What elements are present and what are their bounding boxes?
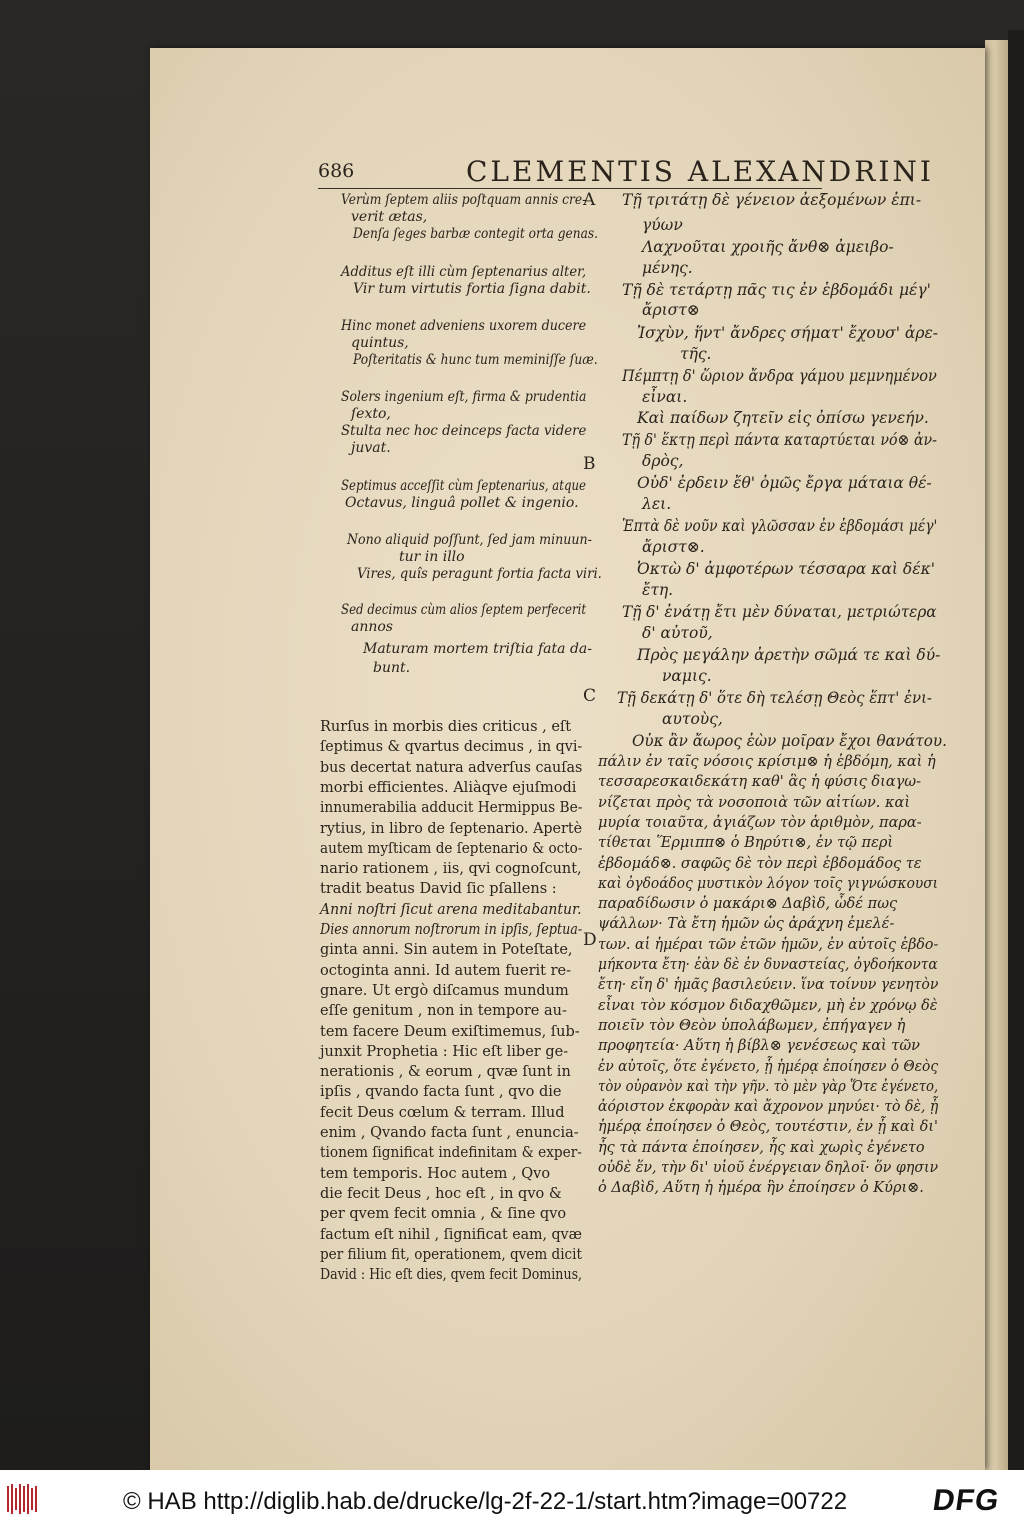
greek-verse-line: ἄριστ⊗ bbox=[642, 301, 700, 319]
latin-prose-line: ipſis , qvando facta ſunt , qvo die bbox=[320, 1084, 562, 1101]
latin-prose-line: enim , Qvando facta ſunt , enuncia- bbox=[320, 1125, 579, 1141]
latin-verse-line: Hinc monet adveniens uxorem ducere bbox=[341, 318, 587, 334]
greek-prose-line: ἀόριστον ἐκφορὰν καὶ ἄχρονον μηνύει· τὸ δὲ, ᾗ bbox=[598, 1099, 939, 1116]
margin-letter-b: B bbox=[583, 454, 596, 474]
latin-prose-line: junxit Prophetia : Hic eſt liber ge- bbox=[320, 1043, 569, 1060]
latin-verse-line: Denſa ſeges barbæ contegit orta genas. bbox=[353, 226, 598, 242]
latin-prose-line: die fecit Deus , hoc eſt , in qvo & bbox=[320, 1185, 562, 1202]
latin-prose-line: tem temporis. Hoc autem , Qvo bbox=[320, 1165, 551, 1182]
latin-prose-line: autem myſticam de ſeptenario & octo- bbox=[320, 840, 583, 857]
latin-verse-line: verit ætas, bbox=[351, 209, 428, 225]
greek-verse-line: εἶναι. bbox=[642, 388, 688, 406]
latin-verse-line: Vires, quîs peragunt fortia facta viri. bbox=[357, 566, 602, 582]
latin-verse-line: Verùm ſeptem aliis poſtquam annis cre- bbox=[341, 192, 587, 208]
dfg-logo: DFG bbox=[930, 1484, 1002, 1517]
latin-prose-line: Dies annorum noſtrorum in ipſis, ſeptua- bbox=[320, 922, 583, 938]
latin-verse-line: Additus eſt illi cùm ſeptenarius alter, bbox=[341, 264, 587, 280]
greek-verse-line: Ὀκτὼ δ' ἀμφοτέρων τέσσαρα καὶ δέκ' bbox=[637, 560, 935, 578]
greek-prose-line: ἑβδομάδ⊗. σαφῶς δὲ τὸν περὶ ἑβδομάδος τε bbox=[598, 855, 922, 872]
greek-prose-line: ἡμέρᾳ ἐποίησεν ὁ Θεὸς, τουτέστιν, ἐν ᾗ καὶ δι' bbox=[598, 1119, 938, 1136]
greek-prose-line: μυρία τοιαῦτα, ἀγιάζων τὸν ἀριθμὸν, παρα- bbox=[598, 814, 922, 831]
greek-prose-line: καὶ ὀγδοάδος μυστικὸν λόγον τοῖς γιγνώσκουσι bbox=[598, 875, 939, 892]
greek-prose-line: ψάλλων· Τὰ ἔτη ἡμῶν ὡς ἀράχνη ἐμελέ- bbox=[598, 916, 895, 933]
latin-prose-line: innumerabilia adducit Hermippus Be- bbox=[320, 800, 583, 817]
greek-prose-line: παραδίδωσιν ὁ μακάρι⊗ Δαβὶδ, ὧδέ πως bbox=[598, 896, 898, 913]
latin-prose-line: per filium fit, operationem, qvem dicit bbox=[320, 1246, 582, 1263]
latin-verse-line: annos bbox=[351, 619, 393, 635]
margin-letter-a: A bbox=[583, 190, 596, 210]
latin-prose-line: eſſe genitum , non in tempore au- bbox=[320, 1003, 567, 1020]
greek-verse-line: Τῇ δ' ἐνάτῃ ἔτι μὲν δύναται, μετριώτερα bbox=[622, 603, 937, 621]
latin-prose-line: fecit Deus cœlum & terram. Illud bbox=[320, 1104, 565, 1121]
greek-prose-line: εἶναι τὸν κόσμον διδαχθῶμεν, μὴ ἐν χρόνῳ δὲ bbox=[598, 997, 938, 1014]
latin-verse-line: Sed decimus cùm alios ſeptem perfecerit bbox=[341, 602, 587, 618]
latin-verse-line: ſexto, bbox=[351, 406, 391, 422]
greek-prose-line: ἔτη· εἴη δ' ἡμᾶς βασιλεύειν. ἵνα τοίνυν γενητὸν bbox=[598, 977, 939, 994]
greek-verse-line: ἔτη. bbox=[642, 581, 674, 599]
greek-prose-line: τεσσαρεσκαιδεκάτη καθ' ἃς ἡ φύσις διαγω- bbox=[598, 774, 922, 791]
latin-verse-line: Vir tum virtutis fortia ſigna dabit. bbox=[353, 281, 591, 297]
latin-prose-line: ginta anni. Sin autem in Poteſtate, bbox=[320, 942, 573, 959]
latin-prose-line: nerationis , & eorum , qvæ ſunt in bbox=[320, 1064, 571, 1081]
latin-verse-line: Octavus, linguâ pollet & ingenio. bbox=[345, 495, 579, 511]
greek-prose-line: τίθεται Ἕρμιππ⊗ ὁ Βηρύτι⊗, ἐν τῷ περὶ bbox=[598, 835, 894, 852]
greek-verse-line: Πέμπτῃ δ' ὥριον ἄνδρα γάμου μεμνημένον bbox=[622, 367, 937, 385]
running-head: CLEMENTIS ALEXANDRINI bbox=[466, 155, 934, 188]
latin-verse-line: Poſteritatis & hunc tum meminiſſe ſuæ. bbox=[353, 352, 598, 368]
greek-prose-line: προφητεία· Αὕτη ἡ βίβλ⊗ γενέσεως καὶ τῶν bbox=[598, 1038, 920, 1055]
greek-verse-line: Τῇ δὲ τετάρτῃ πᾶς τις ἐν ἑβδομάδι μέγ' bbox=[622, 281, 931, 299]
library-logo-icon bbox=[6, 1482, 38, 1516]
latin-prose-line: nario rationem , iis, qvi cognoſcunt, bbox=[320, 861, 582, 878]
greek-prose-line: τὸν οὐρανὸν καὶ τὴν γῆν. τὸ μὲν γὰρ Ὅτε ἐγένετο, bbox=[598, 1078, 939, 1095]
latin-prose-line: tionem ſignificat indefinitam & exper- bbox=[320, 1145, 582, 1162]
binding-shadow bbox=[1008, 30, 1024, 1470]
greek-verse-line: Ἑπτὰ δὲ νοῦν καὶ γλῶσσαν ἐν ἑβδομάσι μέγ' bbox=[622, 517, 938, 535]
latin-verse-line: tur in illo bbox=[399, 549, 465, 565]
greek-verse-line: Ἰσχὺν, ἥντ' ἄνδρες σήματ' ἔχουσ' ἀρε- bbox=[637, 324, 939, 342]
latin-prose-line: ſeptimus & qvartus decimus , in qvi- bbox=[320, 739, 583, 756]
margin-letter-c: C bbox=[583, 686, 597, 706]
greek-verse-line: Πρὸς μεγάλην ἀρετὴν σῶμά τε καὶ δύ- bbox=[637, 646, 941, 664]
latin-verse-line: bunt. bbox=[373, 660, 411, 676]
greek-verse-line: αυτοὺς, bbox=[662, 710, 723, 728]
greek-verse-line: ναμις. bbox=[662, 667, 712, 685]
latin-prose-line: morbi efficientes. Aliàqve ejuſmodi bbox=[320, 779, 577, 796]
next-page-edge bbox=[985, 40, 1009, 1470]
latin-verse-line: Maturam mortem triſtia fata da- bbox=[363, 641, 592, 657]
greek-verse-line: Οὐκ ἂν ἄωρος ἐὼν μοῖραν ἔχοι θανάτου. bbox=[632, 732, 947, 750]
greek-verse-line: Τῇ τριτάτῃ δὲ γένειον ἀεξομένων ἐπι- bbox=[622, 191, 922, 209]
latin-verse-line: Stulta nec hoc deinceps facta videre bbox=[341, 423, 587, 439]
latin-prose-line: tradit beatus David ſic pſallens : bbox=[320, 881, 557, 898]
greek-prose-line: ἐν αὐτοῖς, ὅτε ἐγένετο, ᾗ ἡμέρᾳ ἐποίησεν ὁ Θεὸς bbox=[598, 1058, 939, 1075]
latin-prose-line: gnare. Ut ergò diſcamus mundum bbox=[320, 982, 569, 999]
latin-prose-line: factum eſt nihil , ſignificat eam, qvæ bbox=[320, 1226, 582, 1243]
latin-prose-line: tem facere Deum exiſtimemus, ſub- bbox=[320, 1023, 580, 1040]
greek-verse-line: Οὐδ' ἐρδειν ἔθ' ὁμῶς ἔργα μάταια θέ- bbox=[637, 474, 932, 492]
page-number: 686 bbox=[318, 160, 355, 182]
latin-prose-line: per qvem fecit omnia , & ſine qvo bbox=[320, 1206, 567, 1223]
margin-letter-d: D bbox=[583, 930, 597, 950]
greek-prose-line: ὁ Δαβὶδ, Αὕτη ἡ ἡμέρα ἣν ἐποίησεν ὁ Κύρι⊗. bbox=[598, 1180, 924, 1197]
greek-verse-line: γύων bbox=[642, 216, 683, 234]
latin-prose-line: David : Hic eſt dies, qvem fecit Dominus, bbox=[320, 1267, 583, 1284]
greek-prose-line: οὐδὲ ἕν, τὴν δι' υἱοῦ ἐνέργειαν δηλοῖ· ὅν φησιν bbox=[598, 1160, 939, 1176]
greek-prose-line: πάλιν ἐν ταῖς νόσοις κρίσιμ⊗ ἡ ἑβδόμη, καὶ ἡ bbox=[598, 754, 936, 770]
greek-prose-line: ἧς τὰ πάντα ἐποίησεν, ἧς καὶ χωρὶς ἐγένετο bbox=[598, 1139, 925, 1156]
greek-prose-line: ποιεῖν τὸν Θεὸν ὑπολάβωμεν, ἐπήγαγεν ἡ bbox=[598, 1017, 906, 1034]
greek-prose-line: νίζεται πρὸς τὰ νοσοποιὰ τῶν αἰτίων. καὶ bbox=[598, 794, 910, 811]
latin-prose-line: Rurſus in morbis dies criticus , eſt bbox=[320, 719, 572, 735]
greek-verse-line: δ' αὐτοῦ, bbox=[642, 624, 713, 642]
greek-verse-line: λει. bbox=[642, 495, 672, 513]
latin-verse-line: quintus, bbox=[351, 335, 409, 351]
latin-prose-line: Anni noſtri ſicut arena meditabantur. bbox=[320, 901, 582, 918]
greek-verse-line: Τῇ δ' ἕκτῃ περὶ πάντα καταρτύεται νό⊗ ἀν- bbox=[622, 431, 937, 449]
greek-prose-line: των. αἱ ἡμέραι τῶν ἐτῶν ἡμῶν, ἐν αὐτοῖς ἑβδο- bbox=[598, 936, 939, 953]
greek-verse-line: Λαχνοῦται χροιῆς ἄνθ⊗ ἀμειβο- bbox=[642, 238, 894, 256]
latin-verse-line: Septimus acceſſit cùm ſeptenarius, atque bbox=[341, 478, 586, 494]
greek-verse-line: τῆς. bbox=[680, 345, 712, 363]
latin-verse-line: juvat. bbox=[351, 440, 391, 456]
greek-verse-line: Τῇ δεκάτῃ δ' ὅτε δὴ τελέσῃ Θεὸς ἕπτ' ἐνι- bbox=[617, 689, 932, 707]
latin-verse-line: Nono aliquid poſſunt, ſed jam minuun- bbox=[347, 532, 592, 548]
greek-prose-line: μήκοντα ἔτη· ἐὰν δὲ ἐν δυναστείας, ὀγδοήκοντα bbox=[598, 957, 938, 973]
greek-verse-line: Καὶ παίδων ζητεῖν εἰς ὀπίσω γενεήν. bbox=[637, 409, 929, 427]
latin-prose-line: bus decertat natura adverſus cauſas bbox=[320, 759, 583, 776]
header-rule bbox=[318, 188, 822, 189]
latin-verse-line: Solers ingenium eſt, firma & prudentia bbox=[341, 389, 587, 405]
latin-prose-line: rytius, in libro de ſeptenario. Apertè bbox=[320, 820, 583, 837]
image-citation[interactable]: © HAB http://diglib.hab.de/drucke/lg-2f-22-1/start.htm?image=00722 bbox=[123, 1488, 848, 1515]
latin-prose-line: octoginta anni. Id autem fuerit re- bbox=[320, 962, 571, 979]
greek-verse-line: δρὸς, bbox=[642, 452, 684, 470]
greek-verse-line: μένης. bbox=[642, 259, 693, 277]
greek-verse-line: ἄριστ⊗. bbox=[642, 538, 705, 556]
